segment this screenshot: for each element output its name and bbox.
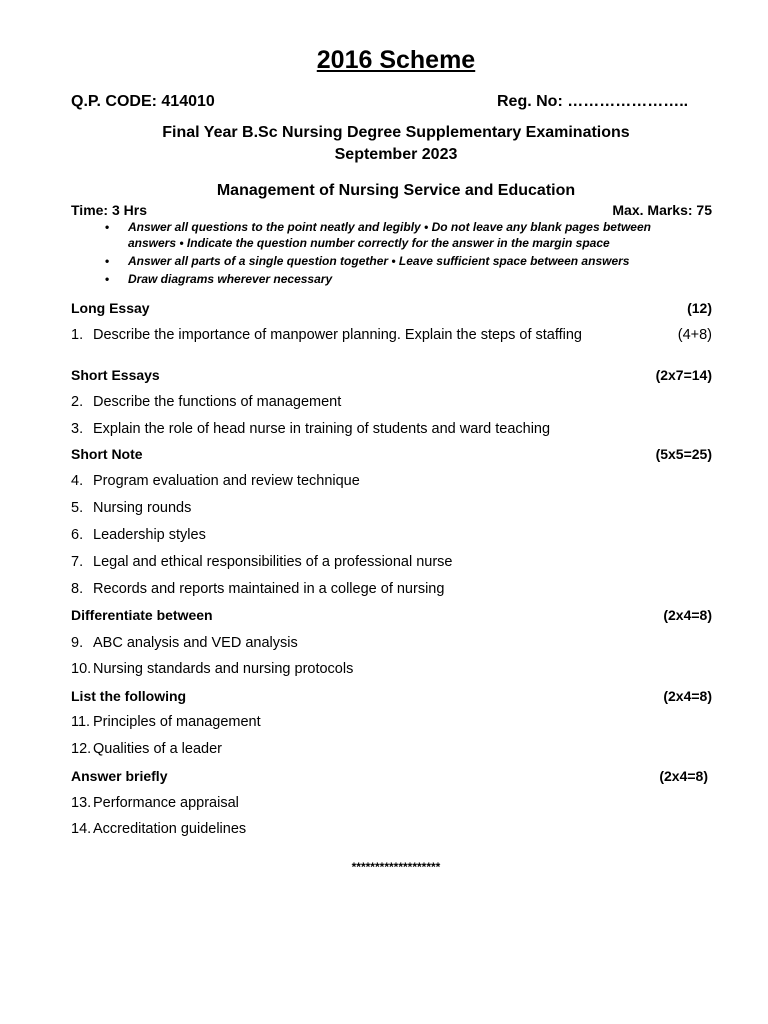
- question-number: 8.: [71, 581, 84, 597]
- question-number: 2.: [71, 394, 84, 410]
- question-number: 9.: [71, 635, 84, 651]
- question-text: Performance appraisal: [93, 795, 239, 811]
- question-number: 7.: [71, 554, 84, 570]
- question-number: 6.: [71, 527, 84, 543]
- question-text: ABC analysis and VED analysis: [93, 635, 298, 651]
- question-text: Principles of management: [93, 714, 261, 730]
- question-number: 13.: [71, 795, 92, 811]
- exam-title: Final Year B.Sc Nursing Degree Supplementary Examinations: [162, 124, 630, 141]
- bullet-icon: •: [105, 272, 110, 286]
- reg-no: Reg. No: …………………..: [497, 93, 689, 110]
- section-marks: (2x7=14): [655, 367, 712, 383]
- section-title: List the following: [71, 688, 187, 704]
- section-marks: (2x4=8): [663, 607, 712, 623]
- section-marks: (2x4=8): [659, 768, 708, 784]
- question-number: 12.: [71, 741, 92, 757]
- question-text: Leadership styles: [93, 527, 206, 543]
- question-number: 1.: [71, 327, 84, 343]
- question-number: 4.: [71, 473, 84, 489]
- question-text: Program evaluation and review technique: [93, 473, 360, 489]
- instruction-line: answers • Indicate the question number correctly for the answer in the margin space: [128, 236, 610, 250]
- section-title: Short Essays: [71, 367, 160, 383]
- end-of-paper-marker: *******************: [351, 860, 441, 874]
- instruction-line: Answer all parts of a single question together • Leave sufficient space between answers: [128, 254, 630, 268]
- scheme-title: 2016 Scheme: [316, 46, 476, 74]
- question-number: 3.: [71, 421, 84, 437]
- question-text: Records and reports maintained in a college of nursing: [93, 581, 445, 597]
- question-number: 5.: [71, 500, 84, 516]
- section-title: Short Note: [71, 446, 143, 462]
- bullet-icon: •: [105, 254, 110, 268]
- instruction-line: Answer all questions to the point neatly and legibly • Do not leave any blank pages between: [128, 220, 651, 234]
- section-marks: (12): [687, 300, 712, 316]
- section-title: Long Essay: [71, 300, 150, 316]
- time-allowed: Time: 3 Hrs: [71, 202, 147, 218]
- qp-code: Q.P. CODE: 414010: [71, 93, 215, 110]
- section-marks: (2x4=8): [663, 688, 712, 704]
- question-number: 11.: [71, 714, 91, 730]
- instruction-line: Draw diagrams wherever necessary: [128, 272, 333, 286]
- section-title: Answer briefly: [71, 768, 168, 784]
- question-text: Describe the importance of manpower planning. Explain the steps of staffing: [93, 327, 582, 343]
- section-title: Differentiate between: [71, 607, 213, 623]
- question-text: Describe the functions of management: [93, 394, 342, 410]
- question-marks: (4+8): [677, 327, 712, 343]
- question-number: 14.: [71, 821, 92, 837]
- section-marks: (5x5=25): [655, 446, 712, 462]
- question-text: Nursing standards and nursing protocols: [93, 661, 354, 677]
- question-text: Nursing rounds: [93, 500, 192, 516]
- bullet-icon: •: [105, 220, 110, 234]
- question-text: Qualities of a leader: [93, 741, 222, 757]
- question-text: Accreditation guidelines: [93, 821, 247, 837]
- question-number: 10.: [71, 661, 92, 677]
- max-marks: Max. Marks: 75: [612, 202, 712, 218]
- question-text: Legal and ethical responsibilities of a professional nurse: [93, 554, 453, 570]
- subject-title: Management of Nursing Service and Education: [216, 182, 576, 199]
- exam-date: September 2023: [334, 146, 458, 163]
- question-text: Explain the role of head nurse in training of students and ward teaching: [93, 421, 551, 437]
